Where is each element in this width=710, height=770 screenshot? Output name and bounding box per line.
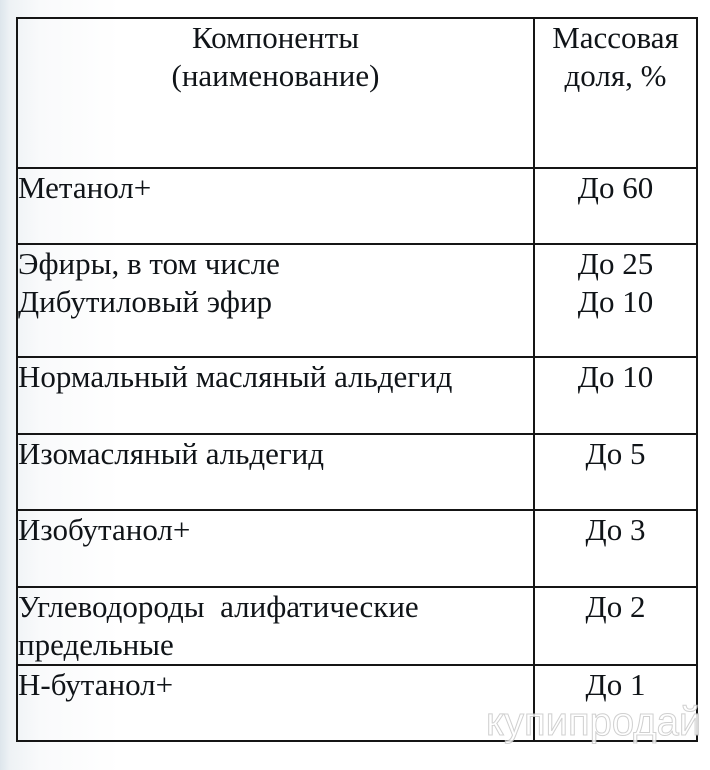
component-name-cell [17,357,534,434]
component-name-cell [17,665,534,741]
mass-fraction-value: До 10 [577,359,654,394]
component-name-cell [17,587,534,665]
mass-fraction-cell [534,510,697,587]
table-row [17,168,697,244]
component-name: Изобутанол+ [18,512,191,547]
table-row [17,434,697,510]
mass-fraction-cell [534,168,697,244]
component-name: Нормальный масляный альдегид [18,359,453,394]
component-name: Углеводороды алифатические [18,589,419,624]
component-name: Метанол+ [18,170,152,205]
header-mass-fraction-line-1: Массовая [552,20,679,55]
composition-table [16,17,698,742]
mass-fraction-value: До 25 [577,246,654,281]
table-header-row [17,18,697,168]
table-row [17,244,697,357]
table-row [17,357,697,434]
watermark: купипродай [486,700,702,744]
mass-fraction-value: До 3 [585,512,646,547]
header-components-line-1: Компоненты [191,20,360,55]
mass-fraction-cell [534,434,697,510]
table-row [17,510,697,587]
mass-fraction-value: До 60 [577,170,654,205]
component-name: Н-бутанол+ [18,667,174,702]
mass-fraction-subvalue: До 10 [577,284,654,319]
component-name-cell [17,244,534,357]
header-mass-fraction-line-2: доля, % [564,58,667,93]
mass-fraction-value: До 2 [585,589,646,624]
header-components [17,18,534,168]
component-name-continued: предельные [18,627,174,662]
component-name: Эфиры, в том числе [18,246,280,281]
component-name-cell [17,168,534,244]
table-row [17,665,697,741]
table-row [17,587,697,665]
header-mass-fraction [534,18,697,168]
mass-fraction-cell [534,244,697,357]
mass-fraction-value: До 5 [585,436,646,471]
component-name: Изомасляный альдегид [18,436,325,471]
header-components-line-2: (наименование) [171,58,380,93]
component-name-cell [17,434,534,510]
mass-fraction-cell [534,357,697,434]
mass-fraction-cell [534,587,697,665]
mass-fraction-cell [534,665,697,741]
component-subname: Дибутиловый эфир [18,284,273,319]
component-name-cell [17,510,534,587]
mass-fraction-value: До 1 [585,667,646,702]
